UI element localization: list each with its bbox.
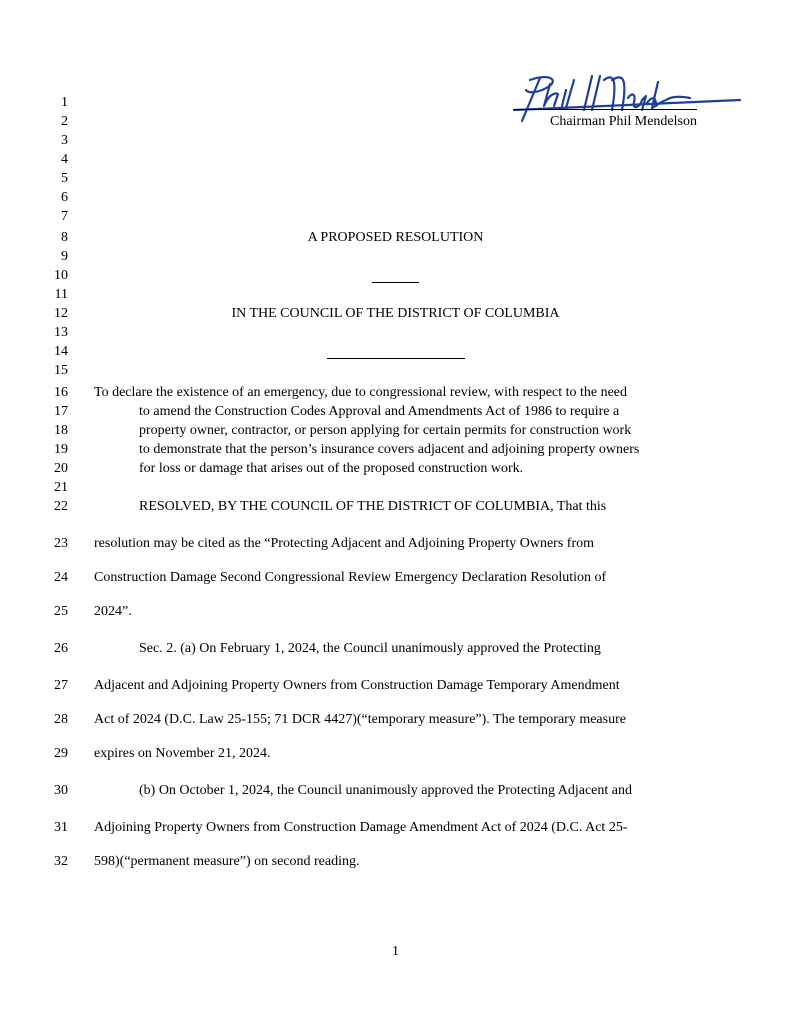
line-number: 18	[54, 423, 68, 438]
body-line: Sec. 2. (a) On February 1, 2024, the Council unanimously approved the Protecting	[139, 641, 601, 656]
line-number: 29	[54, 746, 68, 761]
line-number: 27	[54, 678, 68, 693]
body-line: Construction Damage Second Congressional Review Emergency Declaration Resolution of	[94, 570, 607, 585]
line-number: 19	[54, 442, 68, 457]
body-line: Act of 2024 (D.C. Law 25-155; 71 DCR 4427)(“temporary measure”). The temporary measure	[94, 712, 626, 727]
line-number: 17	[54, 404, 68, 419]
preamble-line: To declare the existence of an emergency, due to congressional review, with respect to the need	[94, 385, 628, 400]
council-heading: IN THE COUNCIL OF THE DISTRICT OF COLUMBIA	[231, 306, 560, 321]
preamble-line: to demonstrate that the person’s insurance covers adjacent and adjoining property owners	[139, 442, 640, 457]
line-number: 7	[61, 209, 68, 224]
body-line: 2024”.	[94, 604, 132, 619]
title-divider	[372, 282, 419, 283]
line-number: 4	[61, 152, 68, 167]
line-number: 1	[61, 95, 68, 110]
body-line: (b) On October 1, 2024, the Council unanimously approved the Protecting Adjacent and	[139, 783, 633, 798]
body-line: resolution may be cited as the “Protecting Adjacent and Adjoining Property Owners from	[94, 536, 594, 551]
line-number: 9	[61, 249, 68, 264]
line-number: 11	[54, 287, 68, 302]
preamble-line: property owner, contractor, or person applying for certain permits for construction work	[139, 423, 632, 438]
line-number: 13	[54, 325, 68, 340]
line-number: 32	[54, 854, 68, 869]
signature-caption: Chairman Phil Mendelson	[550, 114, 697, 129]
line-number: 10	[54, 268, 68, 283]
line-number: 31	[54, 820, 68, 835]
line-number: 22	[54, 499, 68, 514]
line-number: 26	[54, 641, 68, 656]
body-line: Adjacent and Adjoining Property Owners from Construction Damage Temporary Amendment	[94, 678, 620, 693]
resolution-title: A PROPOSED RESOLUTION	[307, 230, 484, 245]
line-number: 5	[61, 171, 68, 186]
line-number: 20	[54, 461, 68, 476]
line-number: 28	[54, 712, 68, 727]
line-number: 6	[61, 190, 68, 205]
line-number: 16	[54, 385, 68, 400]
preamble-line: for loss or damage that arises out of the proposed construction work.	[139, 461, 524, 476]
body-line: RESOLVED, BY THE COUNCIL OF THE DISTRICT OF COLUMBIA, That this	[139, 499, 607, 514]
line-number: 8	[61, 230, 68, 245]
line-number: 14	[54, 344, 68, 359]
line-number: 2	[61, 114, 68, 129]
council-divider	[327, 358, 465, 359]
line-number: 30	[54, 783, 68, 798]
page-number: 1	[392, 944, 399, 959]
line-number: 24	[54, 570, 68, 585]
line-number: 12	[54, 306, 68, 321]
preamble-line: to amend the Construction Codes Approval and Amendments Act of 1986 to require a	[139, 404, 620, 419]
line-number: 23	[54, 536, 68, 551]
line-number: 15	[54, 363, 68, 378]
body-line: expires on November 21, 2024.	[94, 746, 271, 761]
line-number: 3	[61, 133, 68, 148]
line-number: 25	[54, 604, 68, 619]
signature-line	[513, 109, 697, 110]
body-line: Adjoining Property Owners from Construction Damage Amendment Act of 2024 (D.C. Act 25-	[94, 820, 628, 835]
line-number: 21	[54, 480, 68, 495]
body-line: 598)(“permanent measure”) on second reading.	[94, 854, 360, 869]
